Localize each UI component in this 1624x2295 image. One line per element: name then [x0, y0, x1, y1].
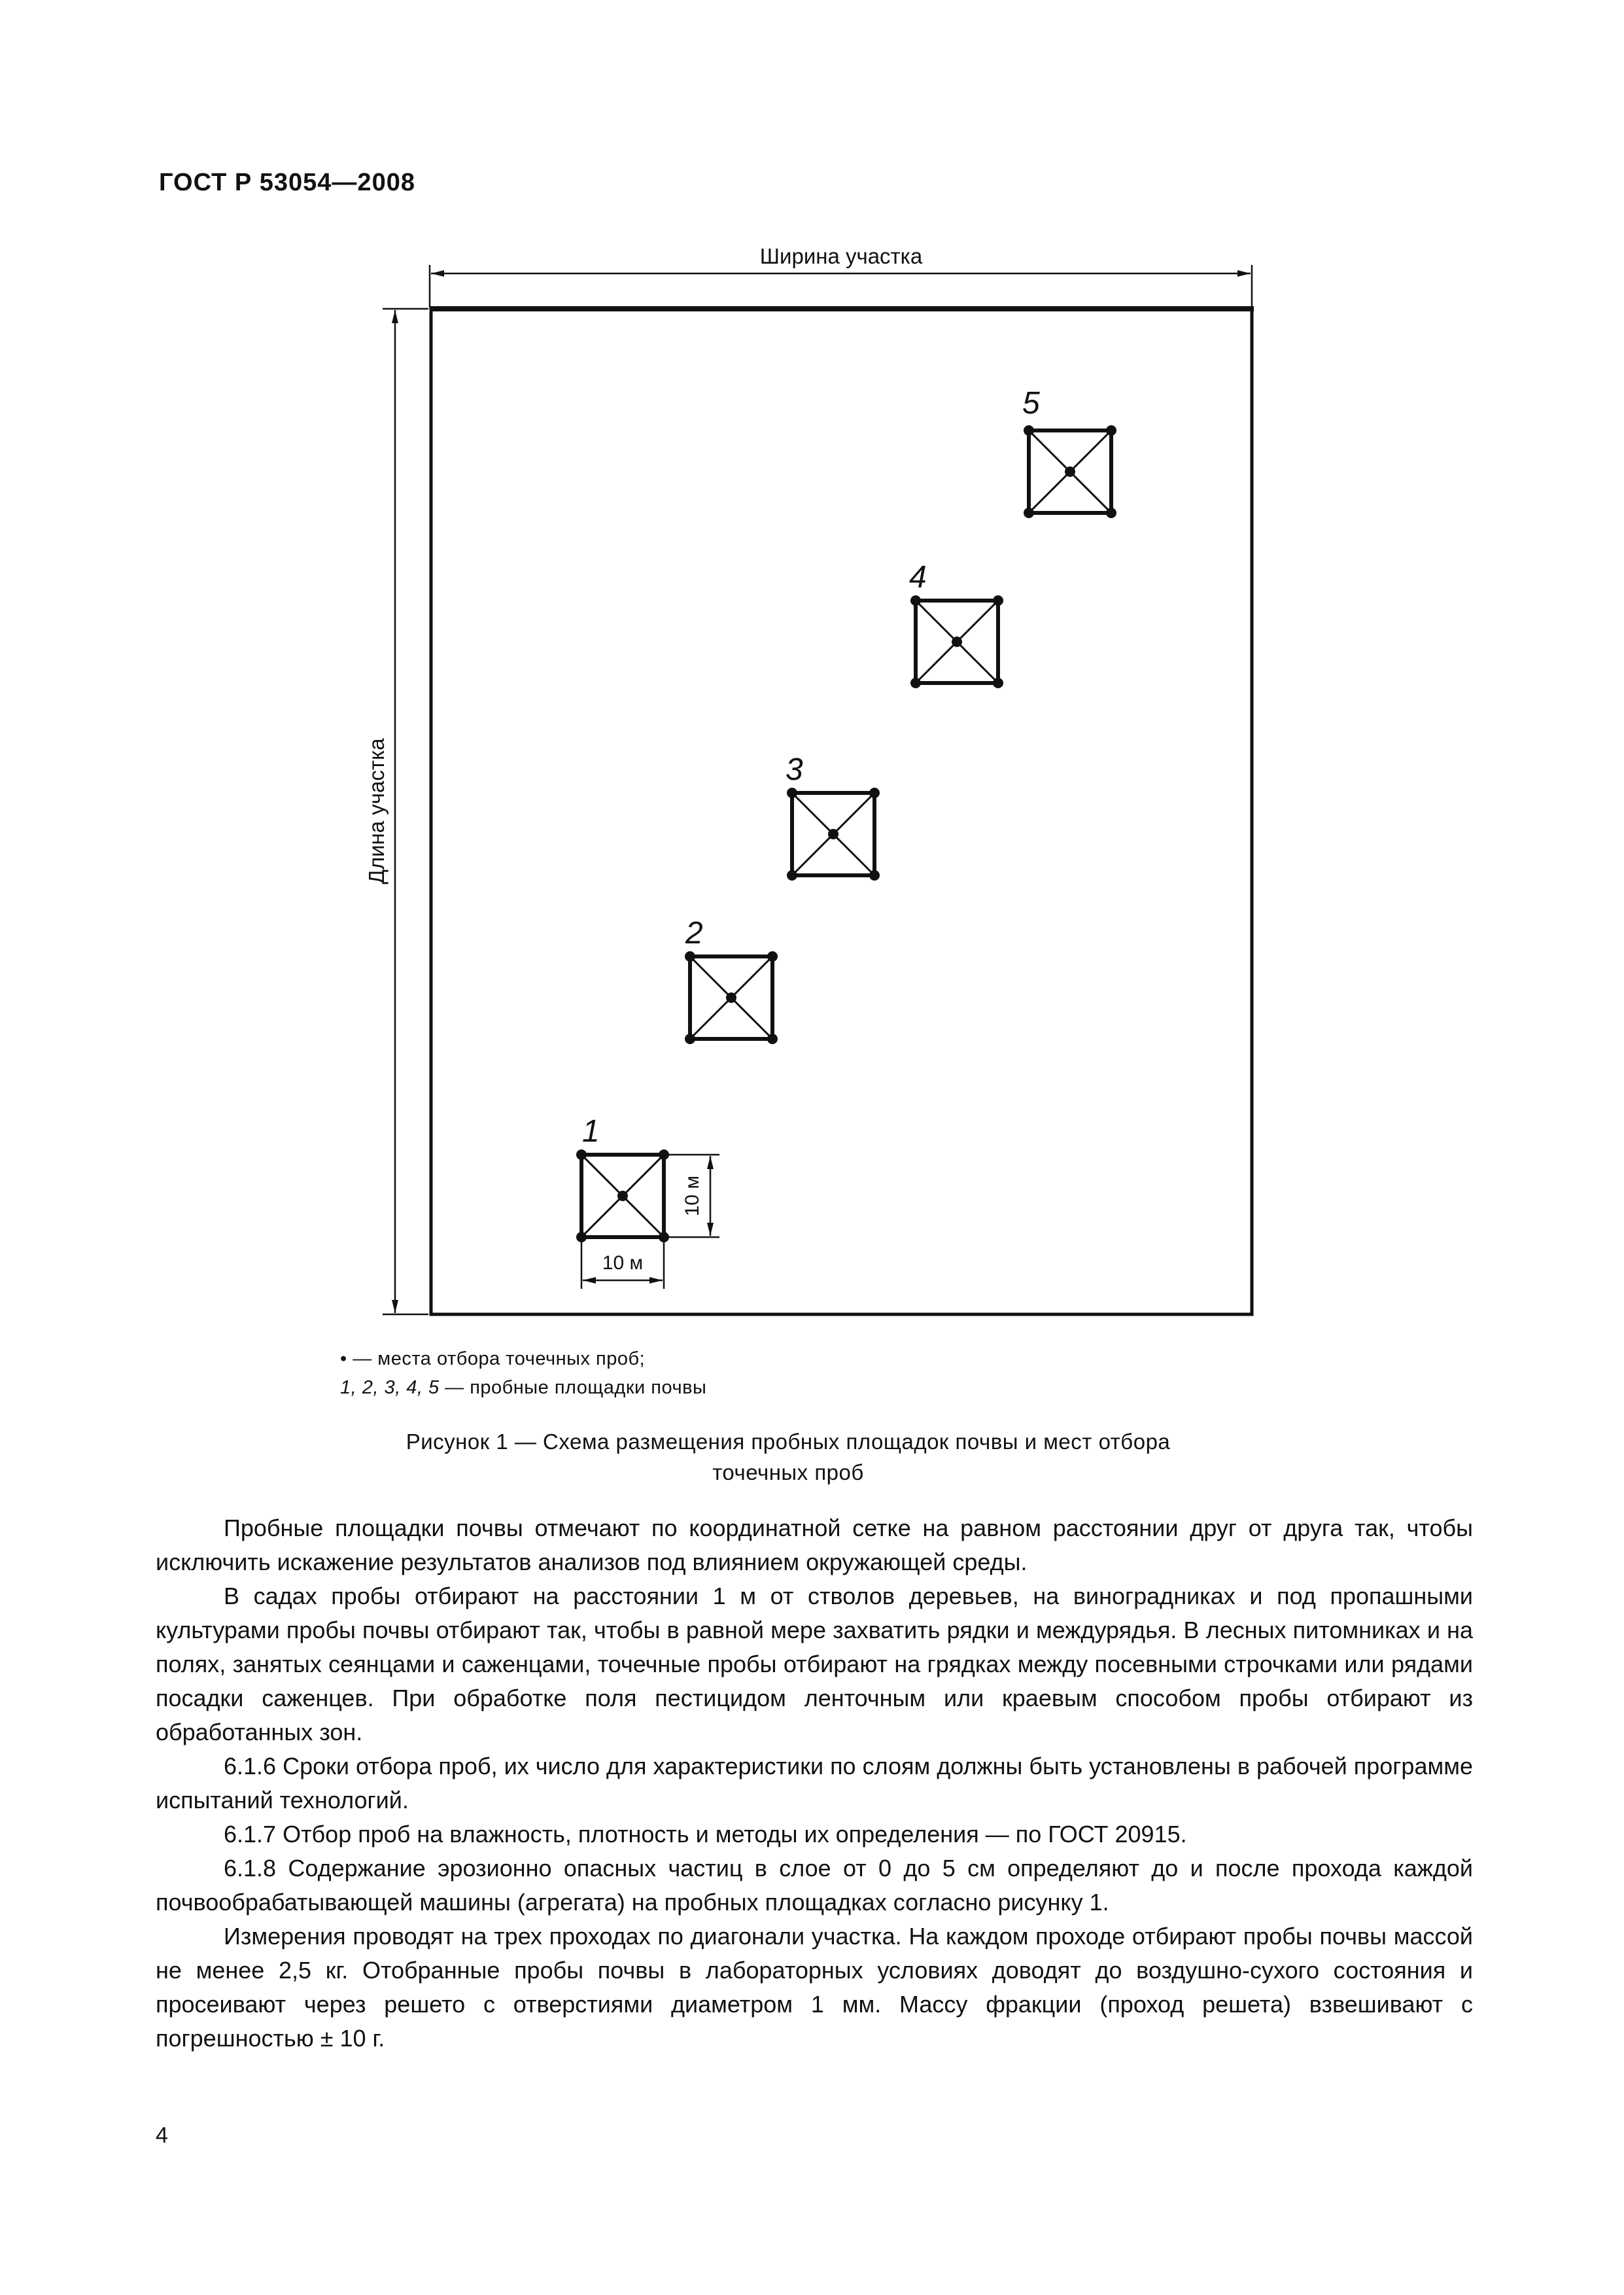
sampling-point [1065, 466, 1075, 477]
caption-line-2: точечных проб [712, 1460, 864, 1484]
plot-height-label: 10 м [682, 1175, 703, 1217]
sampling-point [1106, 508, 1116, 518]
caption-line-1: Рисунок 1 — Схема размещения пробных площадок почвы и мест отбора [406, 1429, 1171, 1454]
paragraph: 6.1.6 Сроки отбора проб, их число для характеристики по слоям должны быть установлены в рабочей программе испытаний технологий. [156, 1753, 1473, 1813]
sample-plot-4 [909, 560, 1003, 688]
document-header: ГОСТ Р 53054—2008 [159, 169, 415, 196]
body-text [156, 1511, 1473, 2056]
sample-plot-3 [786, 752, 880, 881]
paragraph: 6.1.7 Отбор проб на влажность, плотность и методы их определения — по ГОСТ 20915. [224, 1821, 1187, 1848]
length-dimension [364, 309, 428, 1314]
sampling-point [617, 1191, 628, 1201]
sampling-point [869, 788, 880, 798]
sampling-point [993, 678, 1003, 688]
page-number: 4 [156, 2123, 168, 2148]
legend-sampling-points: • — места отбора точечных проб; [340, 1348, 646, 1369]
width-label: Ширина участка [759, 244, 923, 268]
paragraph: 6.1.8 Содержание эрозионно опасных частиц в слое от 0 до 5 см определяют до и после прохода каждой почвообрабатывающей машины (агрегата) на пробных площадках согласно рисунку 1. [156, 1855, 1473, 1916]
sampling-point [787, 788, 797, 798]
legend-plot-numbers [340, 1373, 706, 1402]
sampling-point [659, 1232, 669, 1242]
sampling-point [910, 678, 921, 688]
plot-width-dimension [581, 1241, 664, 1289]
plot-number-1: 1 [582, 1114, 600, 1149]
sampling-point [767, 951, 778, 962]
plot-number-5: 5 [1022, 386, 1040, 421]
sampling-point [576, 1232, 587, 1242]
width-dimension [430, 244, 1252, 307]
sampling-point [685, 1034, 695, 1044]
plot-boundary [431, 309, 1252, 1314]
plot-number-3: 3 [786, 752, 803, 787]
legend-plot-description: — пробные площадки почвы [439, 1377, 707, 1398]
sample-plot-1 [576, 1114, 669, 1242]
sampling-point [576, 1149, 587, 1160]
plot-number-4: 4 [909, 560, 927, 595]
plot-height-dimension [668, 1155, 719, 1237]
sampling-point [685, 951, 695, 962]
paragraph: Пробные площадки почвы отмечают по координатной сетке на равном расстоянии друг от друга так, чтобы исключить искажение результатов анализов под влиянием окружающей среды. [156, 1515, 1473, 1575]
legend-numbers: 1, 2, 3, 4, 5 [340, 1377, 440, 1398]
sampling-point [1106, 425, 1116, 436]
sample-plot-2 [685, 916, 778, 1044]
sampling-point [659, 1149, 669, 1160]
plot-number-2: 2 [685, 916, 703, 951]
sampling-point [910, 595, 921, 606]
sampling-point [869, 870, 880, 881]
figure-legend [340, 1344, 706, 1402]
sampling-point [767, 1034, 778, 1044]
plot-width-label: 10 м [602, 1252, 644, 1274]
sampling-point [1024, 425, 1034, 436]
sample-plot-5 [1022, 386, 1116, 518]
length-label: Длина участка [364, 738, 389, 885]
sampling-point [1024, 508, 1034, 518]
sampling-point [952, 637, 962, 647]
figure-caption [327, 1426, 1249, 1488]
sampling-point [787, 870, 797, 881]
sampling-point [828, 829, 838, 839]
sampling-point [726, 992, 736, 1003]
sampling-point [993, 595, 1003, 606]
paragraph: В садах пробы отбирают на расстоянии 1 м от стволов деревьев, на виноградниках и под пропашными культурами пробы почвы отбирают так, чтобы в равной мере захватить рядки и междурядья. В лесных питомниках и на полях, занятых сеянцами и саженцами, точечные пробы отбирают на грядках между посевными строчками или рядами посадки саженцев. При обработке поля пестицидом ленточным или краевым способом пробы отбирают из обработанных зон. [156, 1583, 1473, 1745]
paragraph: Измерения проводят на трех проходах по диагонали участка. На каждом проходе отбирают пробы почвы массой не менее 2,5 кг. Отобранные пробы почвы в лабораторных условиях доводят до воздушно-сухого состояния и просеивают через решето с отверстиями диаметром 1 мм. Массу фракции (проход решета) взвешивают с погрешностью ± 10 г. [156, 1923, 1473, 2052]
